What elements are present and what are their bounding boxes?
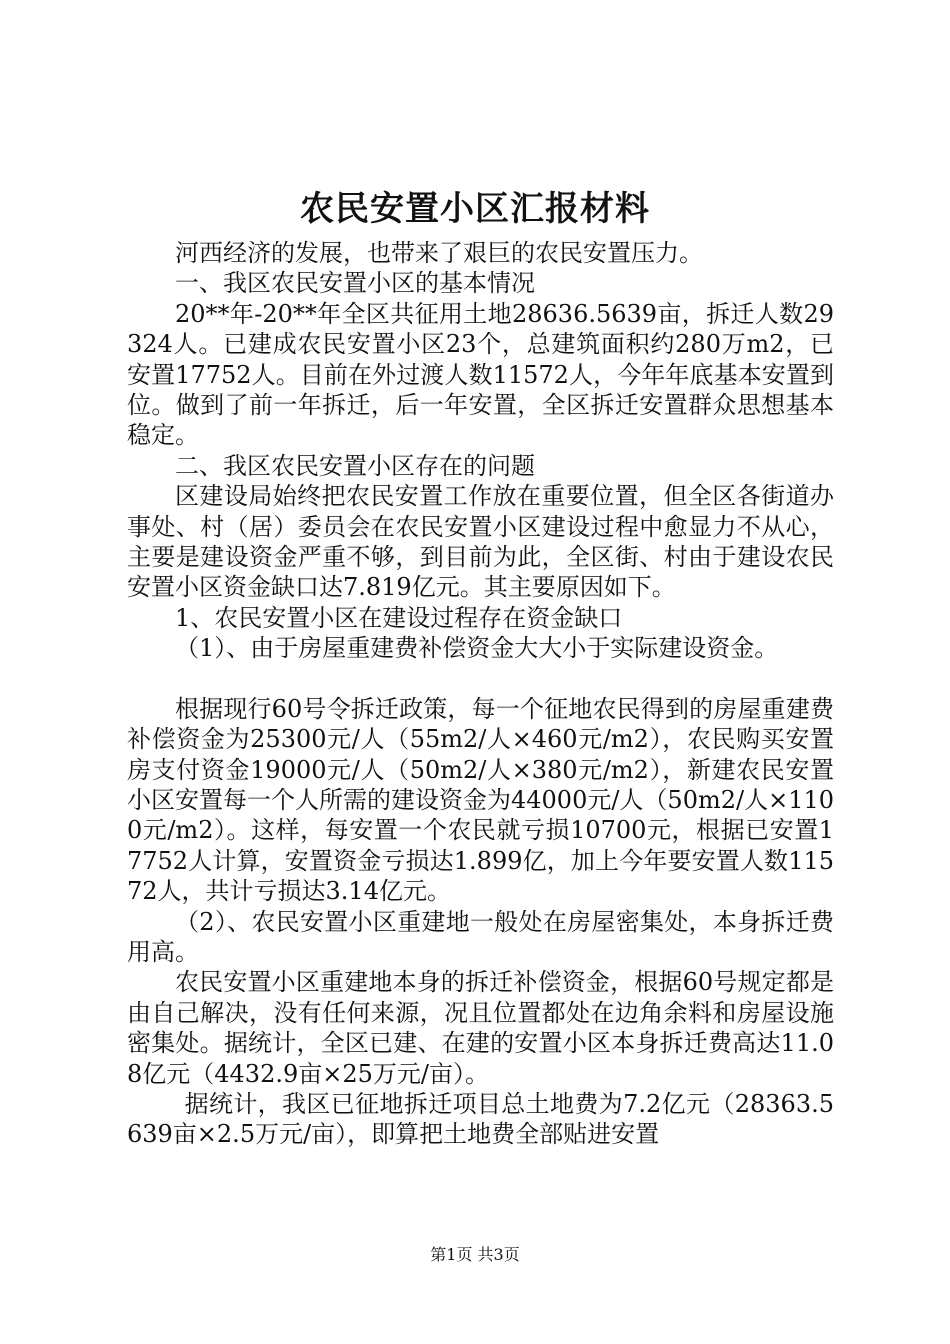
relocation-cost-paragraph: 农民安置小区重建地本身的拆迁补偿资金，根据60号规定都是由自己解决，没有任何来源，况且位置都处在边角余料和房屋设施密集处。据统计，全区已建、在建的安置小区本身拆迁费高达11.08亿元（4432.9亩×25万元/亩）。 <box>127 968 834 1088</box>
problems-paragraph: 区建设局始终把农民安置工作放在重要位置，但全区各街道办事处、村（居）委员会在农民安置小区建设过程中愈显力不从心，主要是建设资金严重不够，到目前为此，全区街、村由于建设农民安置小区资金缺口达7.819亿元。其主要原因如下。 <box>127 482 834 602</box>
section-heading-2: 二、我区农民安置小区存在的问题 <box>175 451 535 480</box>
subheading-compensation: （1）、由于房屋重建费补偿资金大大小于实际建设资金。 <box>175 634 779 663</box>
land-fee-paragraph: 据统计，我区已征地拆迁项目总土地费为7.2亿元（28363.5639亩×2.5万元/亩），即算把土地费全部贴进安置 <box>127 1089 834 1149</box>
subheading-funding-gap: 1、农民安置小区在建设过程存在资金缺口 <box>175 603 623 632</box>
document-title: 农民安置小区汇报材料 <box>300 189 650 229</box>
section-heading-1: 一、我区农民安置小区的基本情况 <box>175 269 535 298</box>
intro-paragraph: 河西经济的发展，也带来了艰巨的农民安置压力。 <box>175 239 703 267</box>
document-body <box>127 238 834 1150</box>
basic-situation-paragraph: 20**年-20**年全区共征用土地28636.5639亩，拆迁人数29324人。已建成农民安置小区23个，总建筑面积约280万m2，已安置17752人。目前在外过渡人数11572人，今年年底基本安置到位。做到了前一年拆迁，后一年安置，全区拆迁安置群众思想基本稳定。 <box>127 299 834 450</box>
page-footer: 第1页 共3页 <box>430 1245 520 1264</box>
compensation-paragraph: 根据现行60号令拆迁政策，每一个征地农民得到的房屋重建费补偿资金为25300元/人（55m2/人×460元/m2），农民购买安置房支付资金19000元/人（50m2/人×380元/m2），新建农民安置小区安置每一个人所需的建设资金为44000元/人（50m2/人×1100元/m2）。这样，每安置一个农民就亏损10700元，根据已安置17752人计算，安置资金亏损达1.899亿，加上今年要安置人数11572人，共计亏损达3.14亿元。 <box>127 694 835 906</box>
subheading-relocation-cost: （2）、农民安置小区重建地一般处在房屋密集处，本身拆迁费用高。 <box>127 907 834 966</box>
